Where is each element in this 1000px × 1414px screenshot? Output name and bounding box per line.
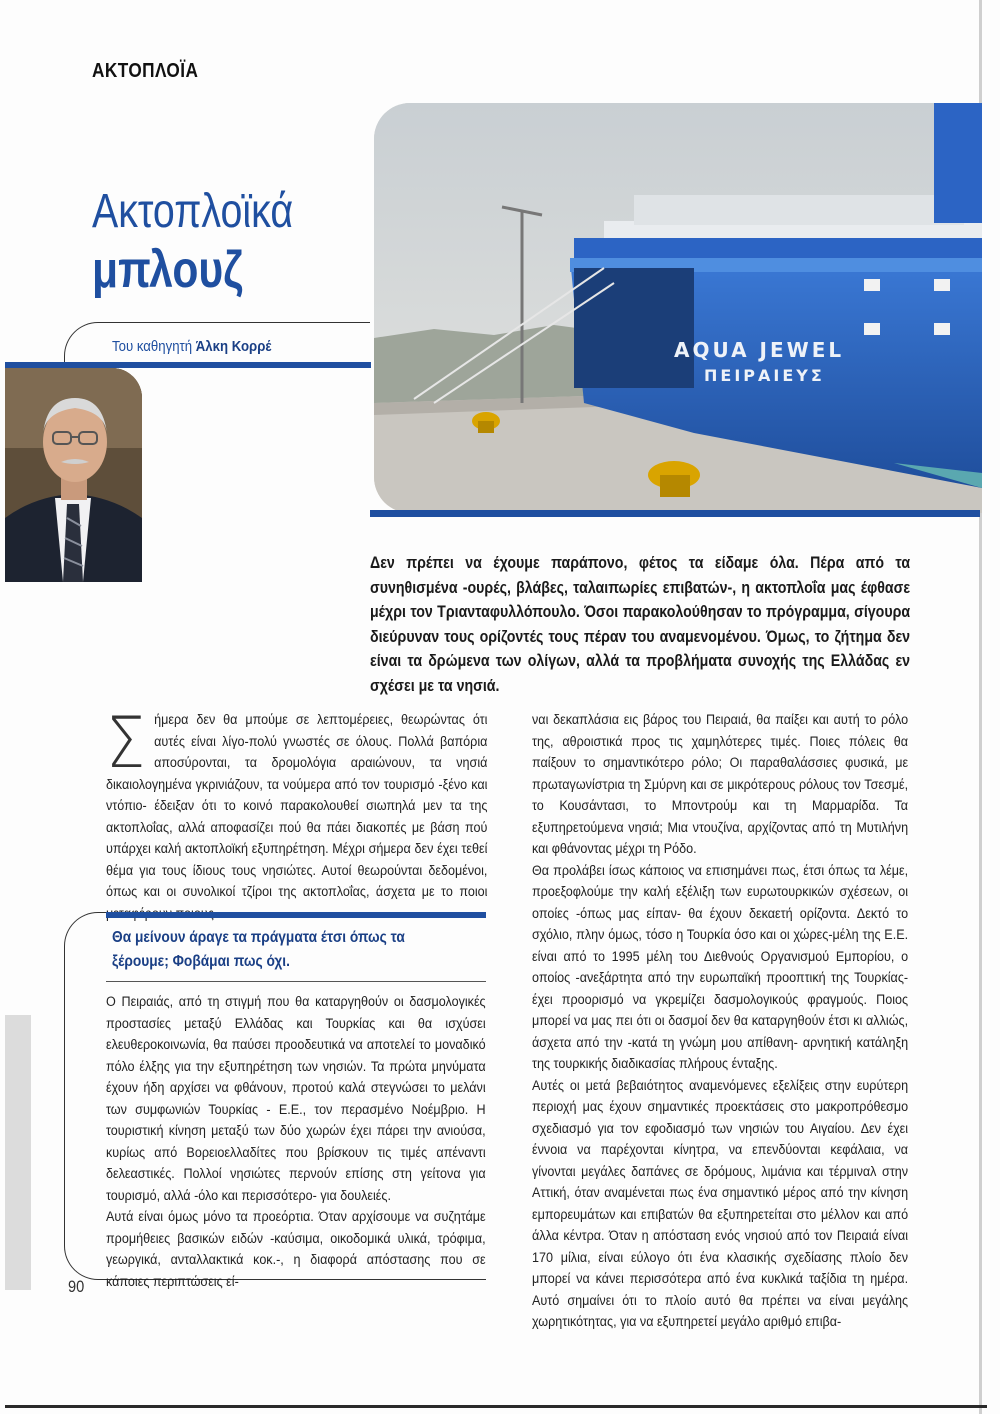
pull-quote-rule — [106, 981, 486, 982]
body-paragraph: ήμερα δεν θα μπούμε σε λεπτομέρειες, θεωρώντας ότι αυτές είναι λίγο-πολύ γνωστές σε όλους. Πολλά βαπόρια αποσύρονται, τα δρομολόγια αραιώνουν, τα νησιά δικαιολογημένα γκρινιάζουν, τα νούμερα από τον τουρισμό -ξένο και ντόπιο- έδειξαν ότι το κοινό παρακολουθεί σιωπηλά μεν τα της ακτοπλοΐας, αλλά αποφασίζει πού θα πάει διακοπές με βάση πού υπάρχει καλή ακτοπλοϊκή εξυπηρέτηση. Μέχρι σήμερα δεν έχει τεθεί θέμα για τους ίδιους τους νησιώτες. Αυτοί θεωρούνται δεδομένοι, όπως και οι συνολικοί τζίροι της ακτοπλοΐας, άσχετα με το ποιοι — [106, 712, 488, 900]
section-label: ΑΚΤΟΠΛΟΪΑ — [92, 60, 199, 82]
margin-strip — [5, 1015, 31, 1290]
ship-port-lettering: ΠΕΙΡΑΙΕΥΣ — [704, 366, 825, 385]
article-title-line1: Ακτοπλοϊκά — [92, 185, 294, 238]
body-paragraph: ναι δεκαπλάσια εις βάρος του Πειραιά, θα παίξει και αυτή το ρόλο της, αθροιστικά προς τις χαμηλότερες τιμές. Ποιες πόλεις θα παίξουν το σημαντικότερο ρόλο; Οι παραθαλάσσιες φυσικά, με πρωταγωνίστρια τη Σμύρνη και σε μικρότερους ρόλους τον Τσεσμέ, το Κουσάντασι, το Μποντρούμ και τη Μαρμαρίδα. Τα εξυπηρετούμενα νησιά; Μια ντουζίνα, αρχίζοντας από τη Μυτιλήνη και φθάνοντας μέχρι τη Ρόδο. — [532, 712, 909, 857]
photo-underline — [370, 510, 980, 517]
byline-prefix: Του καθηγητή — [112, 338, 196, 355]
body-paragraph: Αυτές οι μετά βεβαιότητος αναμενόμενες εξελίξεις στην ευρύτερη περιοχή μας έχουν σημαντικές προεκτάσεις στο μακροπρόθεσμο σχεδιασμό για τον εφοδιασμό των νησιών του Αιγαίου. Δεν έχει έννοια να παρέχονται κίνητρα, να επενδύονται κεφάλαια, να γίνονται μεγάλες δαπάνες σε δρόμους, λιμάνια και τέρμιναλ στην Αττική, όταν αναμένεται πως ένα σημαντικό μέρος από την κίνηση εμπορευμάτων και επιβατών θα εξυπηρετείται στο μέλλον και από άλλα κέντρα. Όταν η απόσταση ενός νησιού από τον Πειραιά είναι 170 μίλια, είναι εύλογο ότι ένα κλασικής σχεδίασης πλοίο δεν μπορεί να κάνει περισσότερα από ένα κυκλικά ταξίδια τη ημέρα. Αυτό σημαίνει ότι το πλοίο αυτό θα πρέπει να είναι μεγάλης χωρητικότητας, για να εξυπηρετεί μεγάλο αριθμό επιβα- — [532, 1077, 909, 1330]
byline-author: Άλκη Κορρέ — [195, 338, 272, 355]
body-paragraph: Αυτά είναι όμως μόνο τα προεόρτια. Όταν αρχίσουμε να συζητάμε προμήθειες βασικών ειδών -καύσιμα, οικοδομικά υλικά, τρόφιμα, γεωργικά, ανταλλακτικά κοκ.-, η διαφορά απόστασης που σε κάποιες περιπτώσεις εί- — [106, 1209, 486, 1290]
bottom-rule — [5, 1405, 987, 1408]
body-column-1 — [106, 702, 488, 925]
pull-quote: Θα μείνουν άραγε τα πράγματα έτσι όπως τα ξέρουμε; Φοβάμαι πως όχι. — [112, 929, 405, 970]
article-title-line2: μπλουζ — [92, 241, 243, 299]
byline — [112, 338, 271, 355]
pull-quote-bar — [106, 912, 486, 918]
body-column-2 — [532, 710, 908, 1334]
ferry-photo — [374, 103, 982, 513]
body-paragraph: Θα προλάβει ίσως κάποιος να επισημάνει πως, έτσι όπως τα λέμε, προεξοφλούμε την καλή εξέλιξη των ευρωτουρκικών σχέσεων, οι οποίες -όπως μας είπαν- θα έχουν δεκαετή ορίζοντα. Δεκτό το σχόλιο, πλην όμως, τόσο η Τουρκία όσο και οι χώρες-μέλη της Ε.Ε. είναι από το 1995 μέλη του Διεθνούς Οργανισμού Εμπορίου, ο οποίος -ανεξάρτητα από την ευρωπαϊκή προοπτική της Τουρκίας- έχει προορισμό να γκρεμίζει δασμολογικούς φραγμούς. Ποιος μπορεί να μας πει ότι οι δασμοί δεν θα καταργηθούν έτσι κι αλλιώς, άσχετα από την -κατά τη γνώμη μου απίθανη- αρνητική κατάληξη της τουρκικής διαδικασίας πλήρους ένταξης. — [532, 862, 909, 1072]
body-column-1-continued — [106, 992, 486, 1293]
drop-cap: Σ — [106, 702, 146, 784]
page-number: 90 — [68, 1277, 85, 1296]
lead-paragraph: Δεν πρέπει να έχουμε παράπονο, φέτος τα είδαμε όλα. Πέρα από τα συνηθισμένα -ουρές, βλάβες, ταλαιπωρίες επιβατών-, η ακτοπλοΐα μας έφθασε μέχρι τον Τριανταφυλλόπουλο. Όσοι παρακολούθησαν το πρόγραμμα, σίγουρα διεύρυναν τους ορίζοντές τους πέραν του αναμενομένου. Όμως, το ζήτημα δεν είναι τα δρώμενα των ολίγων, αλλά τα προβλήματα συνοχής της Ελλάδας εν σχέσει με τα νησιά. — [370, 554, 911, 695]
body-paragraph: Ο Πειραιάς, από τη στιγμή που θα καταργηθούν οι δασμολογικές προστασίες μεταξύ Ελλάδας και Τουρκίας και θα ισχύσει ελευθεροκοινωνία, θα παύσει προοδευτικά να αποτελεί το μοναδικό πόλο έλξης για την εξυπηρέτηση των νησιών. Τα πρώτα μηνύματα έχουν ήδη αρχίσει να φθάνουν, προτού καλά στεγνώσει το μελάνι των συμφωνιών Τουρκίας - Ε.Ε., τον περασμένο Νοέμβριο. Η τουριστική κίνηση μεταξύ των δύο χωρών έχει πάρει την ανιούσα, κυρίως από Βορειοελλαδίτες που βρίσκουν τις τιμές απέναντι δελεαστικές. Πολλοί νησιώτες περνούν επίσης στη γείτονα για τουρισμό, αλλά -όλο και περισσότερο- για δουλειές. — [106, 994, 486, 1204]
author-portrait — [5, 368, 142, 582]
ship-name-lettering: AQUA JEWEL — [674, 338, 845, 362]
